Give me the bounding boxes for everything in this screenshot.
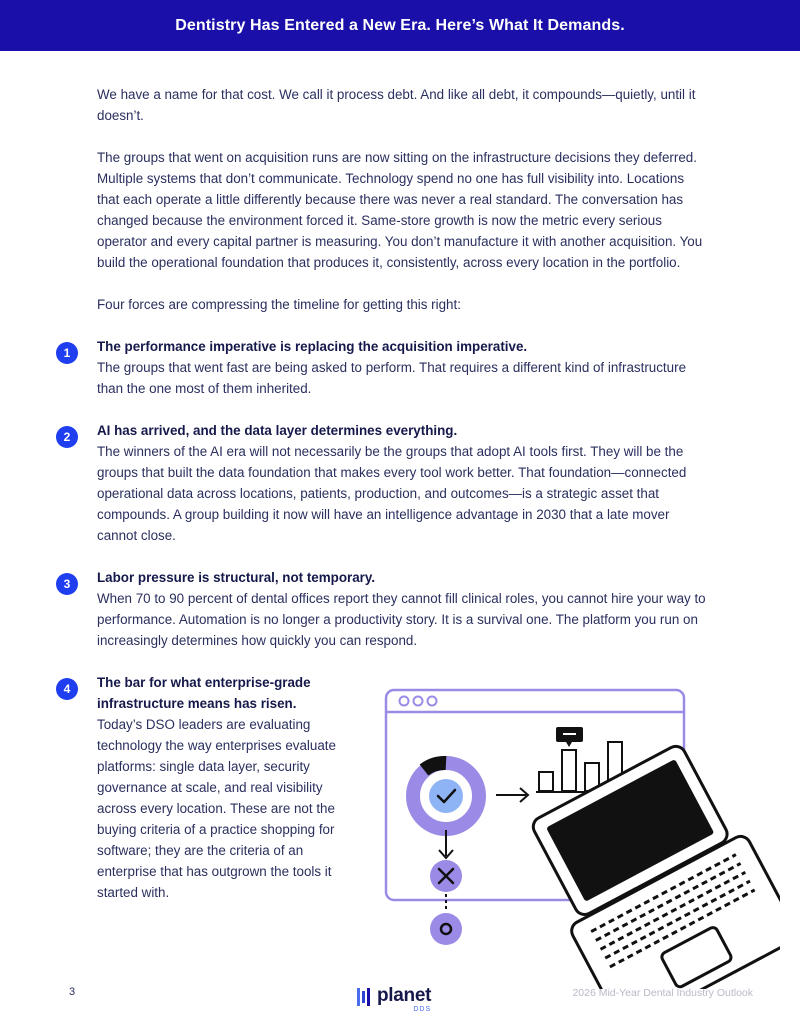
publication-title: 2026 Mid-Year Dental Industry Outlook: [572, 987, 753, 999]
platform-illustration: [380, 684, 780, 989]
force-text: Today’s DSO leaders are evaluating technology the way enterprises evaluate platforms: single data layer, security governance at scale, and real visibility across every location. These are not the buying criteria of a practice shopping for software; they are the criteria of an enterprise that has outgrown the tools it started with.: [97, 717, 336, 900]
force-title: AI has arrived, and the data layer determines everything.: [97, 423, 458, 438]
force-title: The performance imperative is replacing the acquisition imperative.: [97, 339, 528, 354]
page-title: Dentistry Has Entered a New Era. Here’s What It Demands.: [175, 16, 625, 34]
paragraph: Four forces are compressing the timeline for getting this right:: [97, 297, 461, 312]
force-text: When 70 to 90 percent of dental offices report they cannot fill clinical roles, you cannot hire your way to performance. Automation is no longer a productivity story. It is a survival one. The platform you run on increasingly determines how quickly you can respond.: [97, 591, 706, 648]
force-item-4: [63, 672, 352, 903]
force-title: The bar for what enterprise-grade infrastructure means has risen.: [97, 675, 311, 711]
force-item-3: [63, 567, 709, 651]
logo-sub: DDS: [413, 1006, 432, 1013]
force-item-2: [63, 420, 709, 546]
planet-dds-logo: [357, 986, 431, 1016]
force-text: The groups that went fast are being asked to perform. That requires a different kind of infrastructure than the one most of them inherited.: [97, 360, 687, 396]
force-title: Labor pressure is structural, not temporary.: [97, 570, 376, 585]
force-item-1: [63, 336, 709, 399]
number-badge: 2: [56, 426, 78, 448]
logo-word: planet: [377, 985, 432, 1006]
number-badge: 1: [56, 342, 78, 364]
number-badge: 4: [56, 678, 78, 700]
number-badge: 3: [56, 573, 78, 595]
header-banner: [0, 0, 800, 51]
force-text: The winners of the AI era will not necessarily be the groups that adopt AI tools first. They will be the groups that built the data foundation that makes every tool work better. That foundation—connected operational data across locations, patients, production, and outcomes—is a strategic asset that compounds. A group building it now will have an intelligence advantage in 2030 that a late mover cannot close.: [97, 444, 687, 543]
page-number: 3: [69, 986, 76, 998]
paragraph: The groups that went on acquisition runs are now sitting on the infrastructure decisions they deferred. Multiple systems that don’t communicate. Technology spend no one has full visibility into. Locations that each operate a little differently because there was never a real standard. The conversation has changed because the environment forced it. Same-store growth is now the metric every serious operator and every capital partner is measuring. You don’t manufacture it with another acquisition. You build the operational foundation that produces it, consistently, across every location in the portfolio.: [97, 150, 703, 270]
paragraph: We have a name for that cost. We call it process debt. And like all debt, it compounds—quietly, until it doesn’t.: [97, 87, 696, 123]
logo-mark-icon: [357, 986, 373, 1008]
